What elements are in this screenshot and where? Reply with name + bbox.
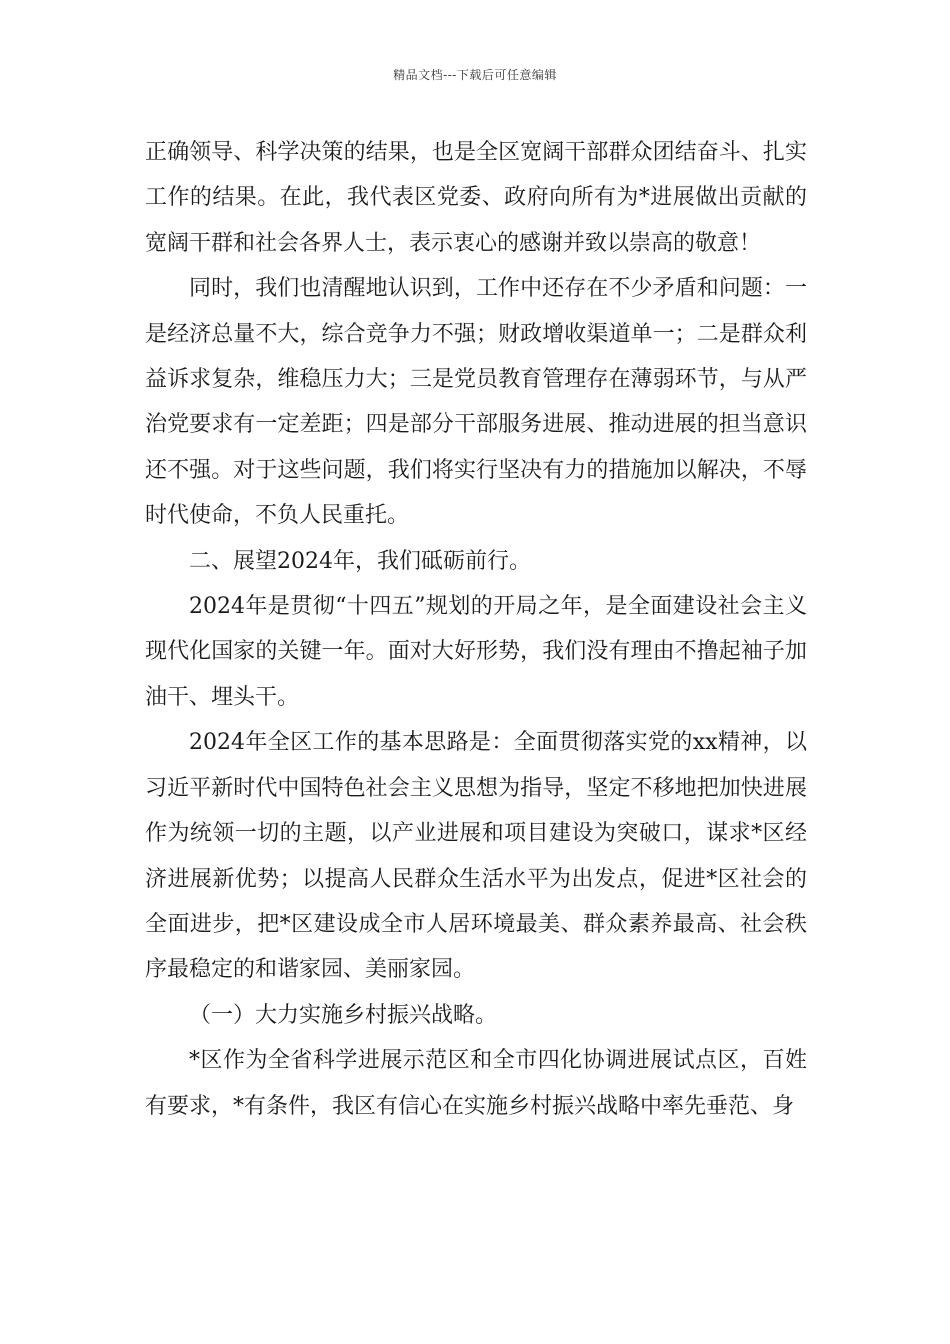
section-heading-2: 二、展望2024年，我们砥砺前行。 — [189, 548, 531, 574]
paragraph-1: 正确领导、科学决策的结果，也是全区宽阔干部群众团结奋斗、扎实工作的结果。在此，我代表区党委、政府向所有为*进展做出贡献的宽阔干群和社会各界人士，表示衷心的感谢并致以崇高的敬意！ — [145, 140, 807, 256]
page-header: 精品文档---下载后可任意编辑 — [393, 68, 557, 82]
subsection-heading-1: （一）大力实施乡村振兴战略。 — [189, 1002, 498, 1028]
document-body — [145, 130, 807, 1129]
paragraph-2: 同时，我们也清醒地认识到，工作中还存在不少矛盾和问题：一是经济总量不大，综合竞争力不强；财政增收渠道单一；二是群众利益诉求复杂，维稳压力大；三是党员教育管理存在薄弱环节，与从严治党要求有一定差距；四是部分干部服务进展、推动进展的担当意识还不强。对于这些问题，我们将实行坚决有力的措施加以解决，不辱时代使命，不负人民重托。 — [145, 276, 807, 529]
paragraph-5: *区作为全省科学进展示范区和全市四化协调进展试点区，百姓有要求，*有条件，我区有信心在实施乡村振兴战略中率先垂范、身 — [145, 1048, 807, 1119]
paragraph-4: 2024年全区工作的基本思路是：全面贯彻落实党的xx精神，以习近平新时代中国特色社会主义思想为指导，坚定不移地把加快进展作为统领一切的主题，以产业进展和项目建设为突破口，谋求*区经济进展新优势；以提高人民群众生活水平为出发点，促进*区社会的全面进步，把*区建设成全市人居环境最美、群众素养最高、社会秩序最稳定的和谐家园、美丽家园。 — [145, 730, 807, 983]
paragraph-3: 2024年是贯彻“十四五”规划的开局之年，是全面建设社会主义现代化国家的关键一年。面对大好形势，我们没有理由不撸起袖子加油干、埋头干。 — [145, 594, 807, 710]
